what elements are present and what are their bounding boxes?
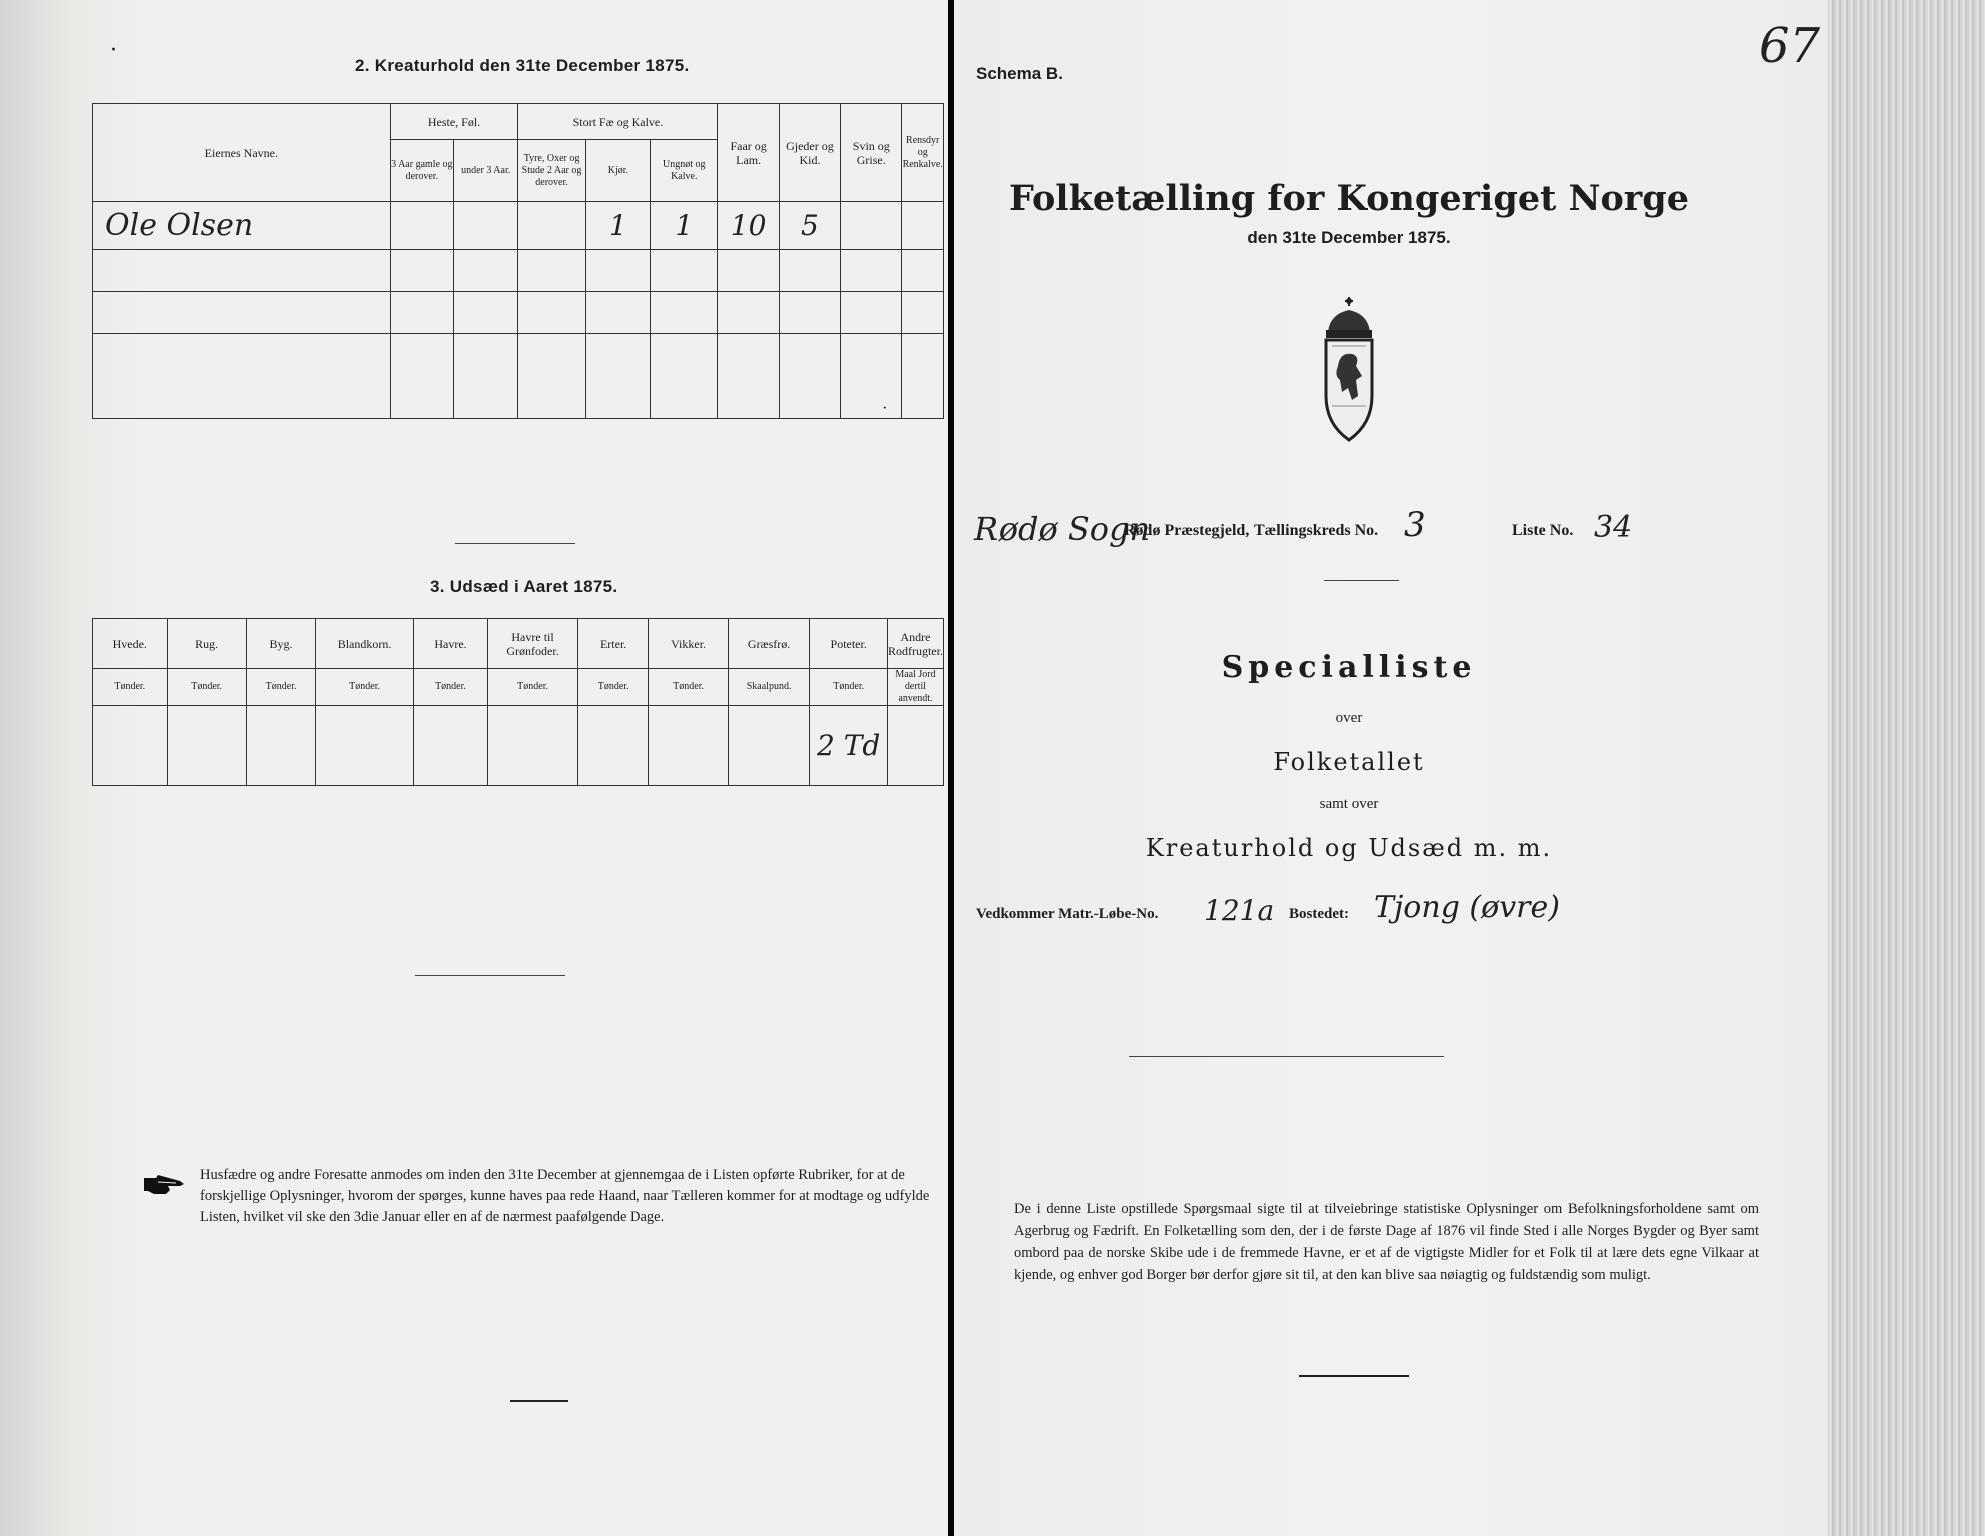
kreaturhold-heading: Kreaturhold og Udsæd m. m. [1145,834,1553,862]
divider-rule [415,975,565,976]
header-gjeder: Gjeder og Kid. [779,104,840,202]
seed-col-unit: Tønder. [577,669,649,706]
seed-value [93,706,168,786]
seed-col-name: Erter. [577,619,649,669]
header-rensdyr: Rensdyr og Renkalve. [902,104,944,202]
header-stort-a: Tyre, Oxer og Stude 2 Aar og derover. [518,140,585,202]
seed-value [246,706,316,786]
liste-label: Liste No. [1512,522,1574,539]
seed-value [488,706,578,786]
cell-owner: Ole Olsen [93,202,391,250]
livestock-table [92,103,944,419]
dot-mark: · [841,334,902,419]
coat-of-arms-icon [1318,296,1380,444]
over-label: over [1335,710,1363,726]
header-ungnot: Ungnøt og Kalve. [651,140,718,202]
main-title: Folketælling for Kongeriget Norge [1009,178,1689,219]
divider-rule [1299,1375,1409,1377]
right-page [954,0,1828,1536]
bosted-value: Tjong (øvre) [1374,890,1560,925]
corner-mark: · [110,38,117,63]
seed-value [649,706,728,786]
specialliste-heading: Specialliste [1221,650,1477,685]
header-faar: Faar og Lam. [718,104,779,202]
seed-value: 2 Td [810,706,888,786]
seed-value [316,706,413,786]
seed-col-unit: Skaalpund. [728,669,810,706]
seed-value [728,706,810,786]
seed-col-unit: Maal Jord dertil anvendt. [887,669,943,706]
samt-over-label: samt over [1319,796,1379,812]
seed-col-name: Poteter. [810,619,888,669]
seed-value [887,706,943,786]
cell-gjeder: 5 [779,202,840,250]
cell-svin [841,202,902,250]
seed-col-name: Hvede. [93,619,168,669]
seed-col-name: Blandkorn. [316,619,413,669]
seed-col-name: Vikker. [649,619,728,669]
notice-text: Husfædre og andre Foresatte anmodes om inden den 31te December at gjennemgaa de i Listen opførte Rubriker, for at de forskjellige Oplysninger, hvorom der spørges, kunne haves paa rede Haand, naar Tælleren kommer for at modtage og udfylde Listen, hvilket vil ske den 3die Januar eller en af de nærmest paafølgende Dage. [200,1167,930,1225]
header-heste-b: under 3 Aar. [454,140,518,202]
seed-value [413,706,487,786]
kreds-value: 3 [1404,505,1426,545]
cell-rensdyr [902,202,944,250]
cell-ungnot: 1 [651,202,718,250]
header-heste: Heste, Føl. [390,104,518,140]
parish-handwritten: Rødø Sogn [974,510,1151,548]
matr-label: Vedkommer Matr.-Løbe-No. [976,906,1159,922]
census-date: den 31te December 1875. [1247,228,1451,247]
seed-col-unit: Tønder. [810,669,888,706]
bosted-label: Bostedet: [1289,906,1349,922]
cell-heste-a [390,202,453,250]
header-svin: Svin og Grise. [841,104,902,202]
footer-text: De i denne Liste opstillede Spørgsmaal sigte til at tilveiebringe statistiske Oplysninger om Befolkningsforholdene samt om Agerbrug og Fædrift. En Folketælling som den, der i de første Dage af 1876 vil finde Sted i alle Norges Bygder og Byer samt ombord paa de norske Skibe ude i de fremmede Havne, er et af de vigtigste Midler for et Folk til at lære dets egne Vilkaar at kjende, og enhver god Borger bør derfor gjøre sit til, at den kan blive saa nøiagtig og fuldstændig som muligt. [1014,1201,1759,1283]
divider-rule [1324,580,1399,581]
schema-label: Schema B. [976,64,1063,83]
header-owner: Eiernes Navne. [93,104,391,202]
seed-table [92,618,944,786]
section2-title: 2. Kreaturhold den 31te December 1875. [355,56,690,75]
divider-rule [1129,1056,1444,1057]
kreds-label: Tællingskreds No. [1254,522,1379,539]
folketallet-heading: Folketallet [1273,748,1425,776]
seed-value [577,706,649,786]
cell-kjor: 1 [585,202,650,250]
cell-stort-a [518,202,585,250]
seed-col-unit: Tønder. [488,669,578,706]
divider-rule [455,543,575,544]
header-heste-a: 3 Aar gamle og derover. [390,140,453,202]
seed-col-name: Byg. [246,619,316,669]
header-kjor: Kjør. [585,140,650,202]
seed-value [167,706,246,786]
liste-value: 34 [1594,510,1633,545]
prestegjeld-label: Rødø Præstegjeld, [1124,522,1250,539]
page-number: 67 [1759,18,1821,74]
seed-col-unit: Tønder. [413,669,487,706]
seed-col-unit: Tønder. [316,669,413,706]
page-edge-stack [1828,0,1985,1536]
pointing-hand-icon [142,1172,186,1198]
seed-col-name: Havre. [413,619,487,669]
seed-col-unit: Tønder. [246,669,316,706]
left-page [0,0,950,1536]
divider-rule [510,1400,568,1402]
section3-title: 3. Udsæd i Aaret 1875. [430,577,618,596]
cell-faar: 10 [718,202,779,250]
seed-col-name: Rug. [167,619,246,669]
seed-col-name: Andre Rodfrugter. [887,619,943,669]
seed-col-unit: Tønder. [93,669,168,706]
seed-col-name: Græsfrø. [728,619,810,669]
cell-heste-b [454,202,518,250]
seed-col-unit: Tønder. [167,669,246,706]
header-stort-fae: Stort Fæ og Kalve. [518,104,718,140]
seed-col-name: Havre til Grønfoder. [488,619,578,669]
seed-col-unit: Tønder. [649,669,728,706]
matr-value: 121a [1204,894,1275,927]
